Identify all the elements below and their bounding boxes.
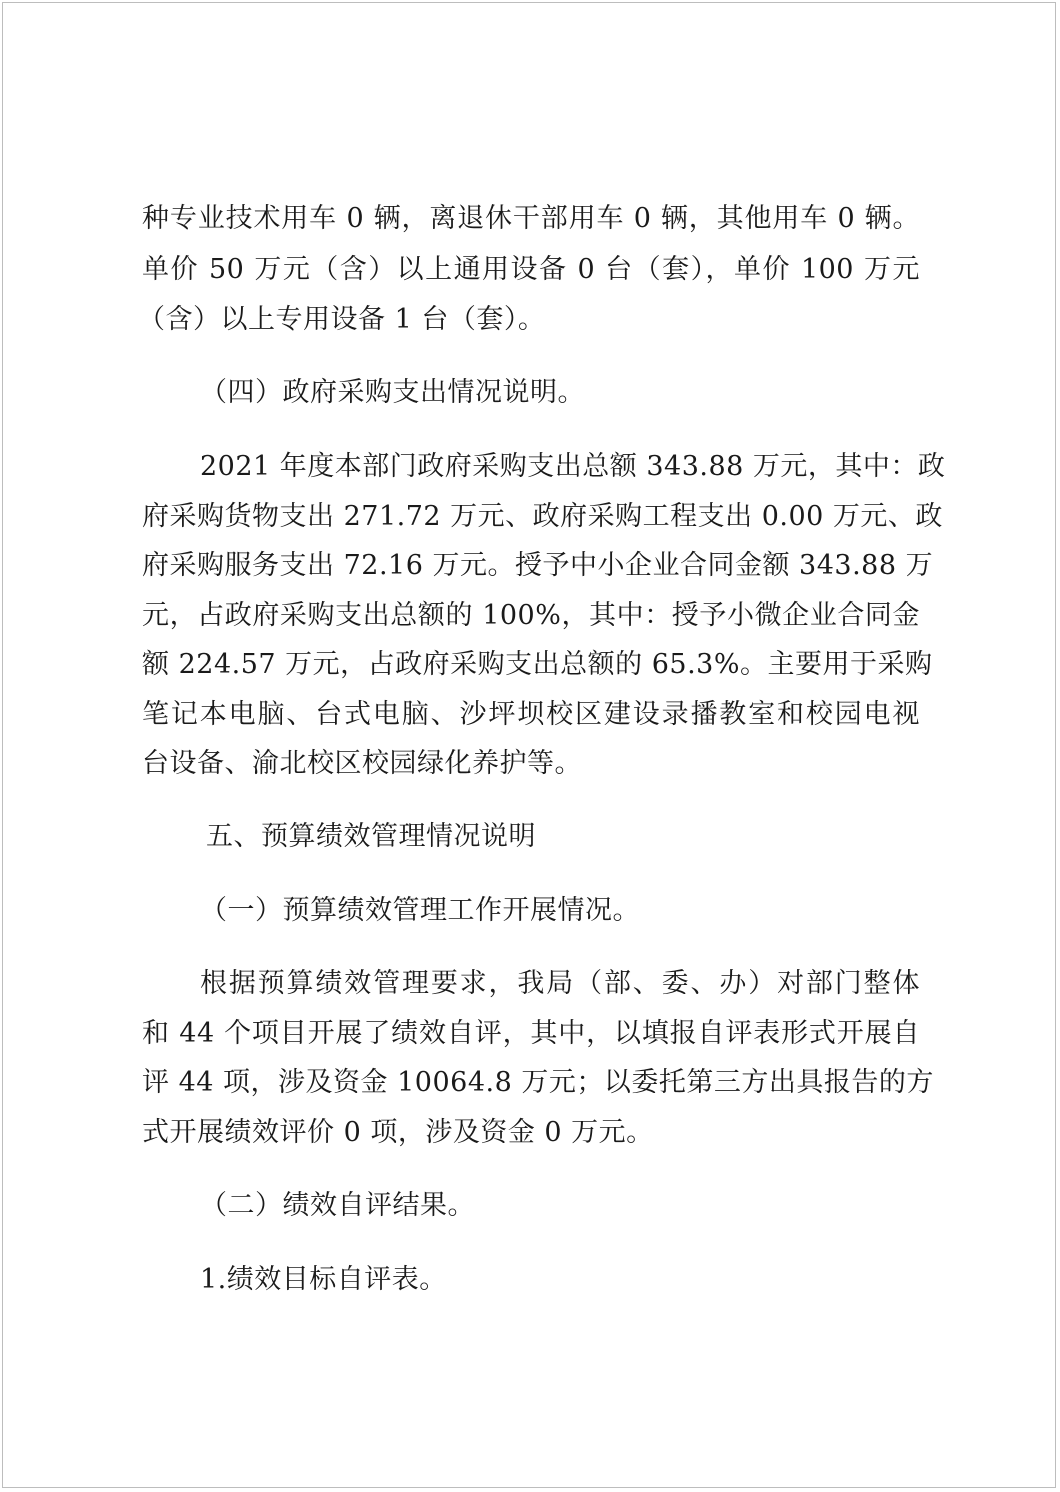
paragraph-line: 元，占政府采购支出总额的 100%，其中：授予小微企业合同金	[142, 600, 920, 631]
paragraph-line: 式开展绩效评价 0 项，涉及资金 0 万元。	[142, 1117, 654, 1148]
subsection-heading-work: （一）预算绩效管理工作开展情况。	[200, 895, 640, 926]
subsection-heading-results: （二）绩效自评结果。	[200, 1190, 475, 1221]
paragraph-line: 府采购服务支出 72.16 万元。授予中小企业合同金额 343.88 万	[142, 550, 934, 581]
paragraph-line: 评 44 项，涉及资金 10064.8 万元；以委托第三方出具报告的方	[142, 1067, 934, 1098]
item-heading-self-eval-table: 1.绩效目标自评表。	[200, 1264, 447, 1295]
paragraph-line: 种专业技术用车 0 辆，离退休干部用车 0 辆，其他用车 0 辆。	[142, 203, 920, 234]
paragraph-line: 台设备、渝北校区校园绿化养护等。	[142, 748, 582, 779]
section-heading-performance: 五、预算绩效管理情况说明	[206, 821, 536, 852]
paragraph-line: 额 224.57 万元，占政府采购支出总额的 65.3%。主要用于采购	[142, 649, 933, 680]
paragraph-line: 和 44 个项目开展了绩效自评，其中，以填报自评表形式开展自	[142, 1018, 920, 1049]
paragraph-line: （含）以上专用设备 1 台（套）。	[138, 304, 546, 335]
paragraph-line: 笔记本电脑、台式电脑、沙坪坝校区建设录播教室和校园电视	[142, 699, 920, 730]
paragraph-line: 2021 年度本部门政府采购支出总额 343.88 万元，其中：政	[200, 451, 946, 482]
paragraph-line: 府采购货物支出 271.72 万元、政府采购工程支出 0.00 万元、政	[142, 501, 943, 532]
section-heading-procurement: （四）政府采购支出情况说明。	[200, 377, 585, 408]
paragraph-line: 根据预算绩效管理要求，我局（部、委、办）对部门整体	[200, 968, 920, 999]
paragraph-line: 单价 50 万元（含）以上通用设备 0 台（套），单价 100 万元	[142, 254, 920, 285]
